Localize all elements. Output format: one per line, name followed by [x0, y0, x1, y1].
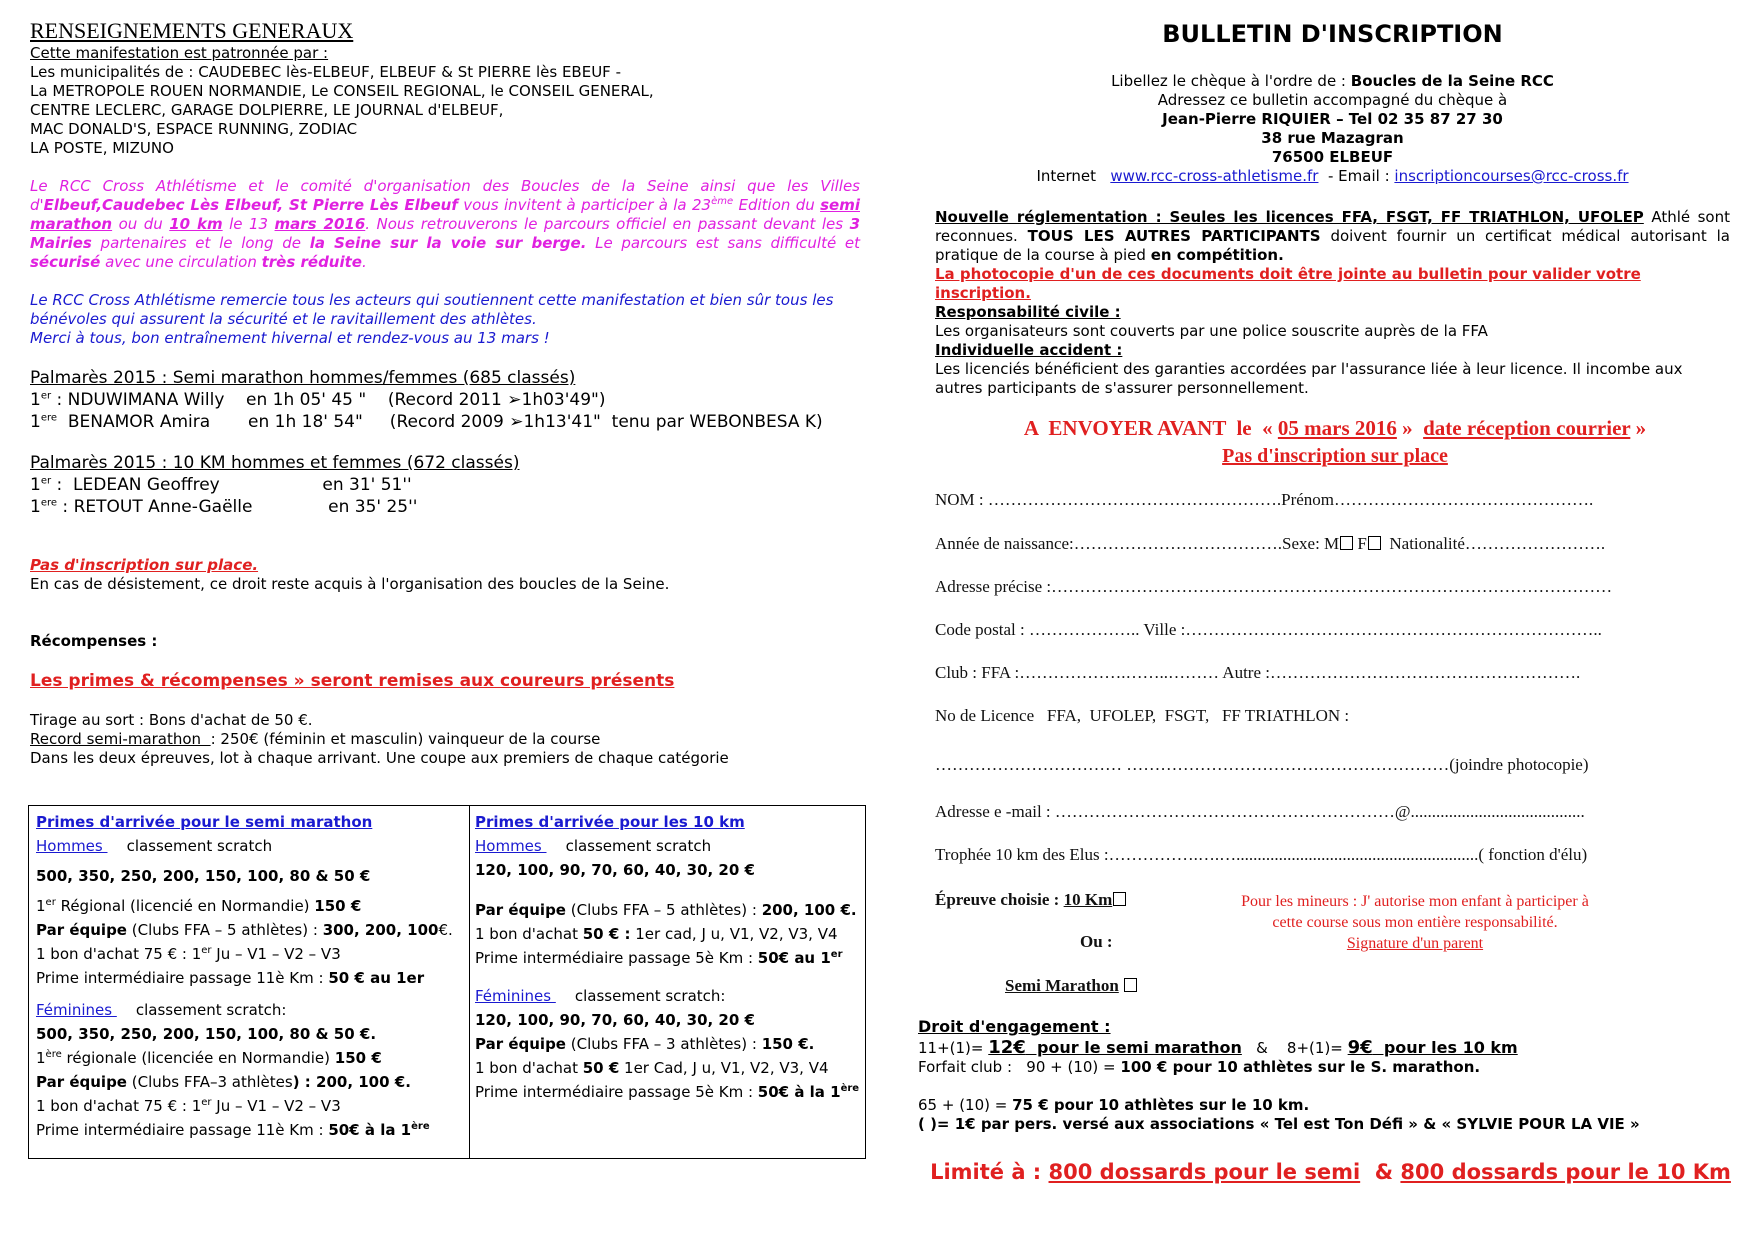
withdrawal-notice: En cas de désistement, ce droit reste acquis à l'organisation des boucles de la Seine.	[30, 575, 670, 593]
both-events-note: Dans les deux épreuves, lot à chaque arrivant. Une coupe aux premiers de chaque catégorie	[30, 749, 729, 767]
email-field[interactable]: Adresse e -mail : ……………………………………………………@.........................................	[935, 802, 1585, 821]
bib-limit: Limité à : 800 dossards pour le semi & 800 dossards pour le 10 Km	[930, 1160, 1731, 1184]
ten-women-voucher: 1 bon d'achat 50 € 1er Cad, J u, V1, V2, V3, V4	[475, 1059, 829, 1077]
or-label: Ou :	[1080, 932, 1113, 951]
ten-intermediate: Prime intermédiaire passage 5è Km : 50€ au 1er	[475, 949, 843, 967]
semi-men-prizes: 500, 350, 250, 200, 150, 100, 80 & 50 €	[36, 867, 371, 885]
semi-women-intermediate: Prime intermédiaire passage 11è Km : 50€ à la 1ère	[36, 1121, 430, 1139]
fees-line: 11+(1)= 12€ pour le semi marathon & 8+(1)= 9€ pour les 10 km	[918, 1037, 1518, 1058]
accident-text: Les licenciés bénéficient des garanties accordées par l'assurance liée à leur licence. Il incombe aux autres participants de s'assurer personnellement.	[935, 360, 1683, 397]
civil-liability-title: Responsabilité civile :	[935, 303, 1121, 321]
semi-women-prizes: 500, 350, 250, 200, 150, 100, 80 & 50 €.	[36, 1025, 377, 1043]
civil-liability-text: Les organisateurs sont couverts par une police souscrite auprès de la FFA	[935, 322, 1488, 340]
palmares-10km-title: Palmarès 2015 : 10 KM hommes et femmes (672 classés)	[30, 453, 520, 473]
prize-draw: Tirage au sort : Bons d'achat de 50 €.	[30, 711, 313, 729]
record-bonus: Record semi-marathon : 250€ (féminin et masculin) vainqueur de la course	[30, 730, 601, 748]
postal-city-field[interactable]: Code postal : ……………….. Ville :………………………………………………………………..	[935, 620, 1602, 639]
fees-section	[918, 1017, 1738, 1134]
event-choice: Épreuve choisie : 10 Km	[935, 890, 1126, 910]
website-link[interactable]: www.rcc-cross-athletisme.fr	[1110, 167, 1319, 185]
patron-line: Les municipalités de : CAUDEBEC lès-ELBEUF, ELBEUF & St PIERRE lès EBEUF -	[30, 63, 621, 81]
minors-authorization: Pour les mineurs : J' autorise mon enfant à participer à cette course sous mon entière responsabilité. Signature d'un parent	[1195, 891, 1635, 954]
thanks-line: Le RCC Cross Athlétisme remercie tous les acteurs qui soutiennent cette manifestation et bien sûr tous les	[30, 291, 834, 309]
semi-prizes-cell	[29, 806, 470, 1158]
ten-women-intermediate: Prime intermédiaire passage 5è Km : 50€ à la 1ère	[475, 1083, 860, 1101]
photocopy-notice: La photocopie d'un de ces documents doit être jointe au bulletin pour valider votre inscription.	[935, 265, 1641, 302]
palmares-semi-men: 1er : NDUWIMANA Willy en 1h 05' 45 " (Record 2011 ➢1h03'49")	[30, 390, 606, 410]
semi-women-team: Par équipe (Clubs FFA–3 athlètes) : 200, 100 €.	[36, 1073, 411, 1091]
email-link[interactable]: inscriptioncourses@rcc-cross.fr	[1394, 167, 1629, 185]
thanks-line: Merci à tous, bon entraînement hivernal et rendez-vous au 13 mars !	[30, 329, 550, 347]
invitation-paragraph: Le RCC Cross Athlétisme et le comité d'organisation des Boucles de la Seine ainsi que les Villes d'Elbeuf,Caudebec Lès Elbeuf, St Pierre Lès Elbeuf vous invitent à participer à la 23ème Edition du semi marathon ou du 10 km le 13 mars 2016. Nous retrouverons le parcours officiel en passant devant les 3 Mairies partenaires et le long de la Seine sur la voie sur berge. Le parcours est sans difficulté et sécurisé avec une circulation très réduite.	[30, 177, 860, 271]
sex-m-checkbox[interactable]	[1340, 536, 1353, 550]
rewards-notice: Les primes & récompenses » seront remises aux coureurs présents	[30, 671, 675, 691]
contact-street: 38 rue Mazagran	[1261, 129, 1404, 147]
contact-person: Jean-Pierre RIQUIER – Tel 02 35 87 27 30	[1162, 110, 1503, 128]
sex-f-checkbox[interactable]	[1368, 536, 1381, 550]
birth-sex-nationality-field[interactable]: Année de naissance:……………………………….Sexe: M F Nationalité…………………….	[935, 534, 1606, 553]
licence-number-field[interactable]: …………………………… …………………………………………………(joindre photocopie)	[935, 755, 1589, 774]
name-field[interactable]: NOM : …………………………………………….Prénom……………………………………….	[935, 490, 1594, 509]
general-info-column	[30, 18, 860, 768]
ten-women-team: Par équipe (Clubs FFA – 3 athlètes) : 150 €.	[475, 1035, 815, 1053]
palmares-semi-women: 1ere BENAMOR Amira en 1h 18' 54" (Record 2009 ➢1h13'41" tenu par WEBONBESA K)	[30, 412, 823, 432]
patron-line: LA POSTE, MIZUNO	[30, 139, 174, 157]
ten-team: Par équipe (Clubs FFA – 5 athlètes) : 200, 100 €.	[475, 901, 857, 919]
club-field[interactable]: Club : FFA :……………….……..……… Autre :……………………………………………….	[935, 663, 1581, 682]
event-semi-checkbox[interactable]	[1124, 978, 1137, 992]
semi-men-heading: Hommes classement scratch	[36, 837, 273, 855]
patron-line: CENTRE LECLERC, GARAGE DOLPIERRE, LE JOURNAL d'ELBEUF,	[30, 101, 504, 119]
ten-women-heading: Féminines classement scratch:	[475, 987, 726, 1005]
ten-voucher: 1 bon d'achat 50 € : 1er cad, J u, V1, V2, V3, V4	[475, 925, 838, 943]
event-10km-checkbox[interactable]	[1113, 892, 1126, 906]
prize-table	[28, 805, 866, 1159]
ten-km-package: 65 + (10) = 75 € pour 10 athlètes sur le 10 km.	[918, 1096, 1310, 1114]
no-onsite-registration: Pas d'inscription sur place.	[30, 556, 259, 574]
semi-women-voucher: 1 bon d'achat 75 € : 1er Ju – V1 – V2 – V3	[36, 1097, 341, 1115]
ten-men-heading: Hommes classement scratch	[475, 837, 712, 855]
contact-city: 76500 ELBEUF	[1271, 148, 1394, 166]
semi-women-heading: Féminines classement scratch:	[36, 1001, 287, 1019]
parent-signature[interactable]: Signature d'un parent	[1346, 935, 1484, 952]
palmares-10km-men: 1er : LEDEAN Geoffrey en 31' 51''	[30, 475, 412, 495]
ten-km-prizes-title: Primes d'arrivée pour les 10 km	[475, 813, 745, 831]
semi-regional: 1er Régional (licencié en Normandie) 150 €	[36, 897, 362, 915]
web-contacts: Internet www.rcc-cross-athletisme.fr - Email : inscriptioncourses@rcc-cross.fr	[1036, 167, 1629, 185]
semi-marathon-choice: Semi Marathon	[1005, 976, 1137, 996]
semi-women-regional: 1ère régionale (licenciée en Normandie) 150 €	[36, 1049, 382, 1067]
registration-form-column	[935, 18, 1730, 398]
fees-title: Droit d'engagement :	[918, 1017, 1111, 1036]
cheque-payee: Libellez le chèque à l'ordre de : Boucles de la Seine RCC	[1111, 72, 1554, 90]
patron-line: MAC DONALD'S, ESPACE RUNNING, ZODIAC	[30, 120, 358, 138]
address-field[interactable]: Adresse précise :………………………………………………………………………………………	[935, 577, 1613, 596]
semi-prizes-title: Primes d'arrivée pour le semi marathon	[36, 813, 373, 831]
general-info-title: RENSEIGNEMENTS GENERAUX	[30, 18, 354, 43]
regulation-paragraph: Nouvelle réglementation : Seules les licences FFA, FSGT, FF TRIATHLON, UFOLEP Athlé sont reconnues. TOUS LES AUTRES PARTICIPANTS doivent fournir un certificat médical autorisant la pratique de la course à pied en compétition.	[935, 208, 1731, 264]
send-instruction: Adressez ce bulletin accompagné du chèque à	[1157, 91, 1508, 109]
form-title: BULLETIN D'INSCRIPTION	[1162, 20, 1503, 48]
club-package: Forfait club : 90 + (10) = 100 € pour 10 athlètes sur le S. marathon.	[918, 1058, 1481, 1076]
trophy-field[interactable]: Trophée 10 km des Elus :…………….….….........................................................( fonction d'élu)	[935, 845, 1588, 864]
semi-intermediate: Prime intermédiaire passage 11è Km : 50 € au 1er	[36, 969, 425, 987]
thanks-line: bénévoles qui assurent la sécurité et le ravitaillement des athlètes.	[30, 310, 537, 328]
palmares-semi-title: Palmarès 2015 : Semi marathon hommes/femmes (685 classés)	[30, 368, 576, 388]
rewards-title: Récompenses :	[30, 632, 158, 650]
no-onsite-registration-right: Pas d'inscription sur place	[1222, 445, 1448, 467]
association-note: ( )= 1€ par pers. versé aux associations « Tel est Ton Défi » & « SYLVIE POUR LA VIE »	[918, 1115, 1640, 1133]
semi-team: Par équipe (Clubs FFA – 5 athlètes) : 300, 200, 100€.	[36, 921, 453, 939]
accident-title: Individuelle accident :	[935, 341, 1123, 359]
licence-label: No de Licence FFA, UFOLEP, FSGT, FF TRIATHLON :	[935, 706, 1350, 725]
ten-km-prizes-cell	[468, 806, 872, 1158]
ten-women-prizes: 120, 100, 90, 70, 60, 40, 30, 20 €	[475, 1011, 755, 1029]
palmares-10km-women: 1ere : RETOUT Anne-Gaëlle en 35' 25''	[30, 497, 418, 517]
patron-line: La METROPOLE ROUEN NORMANDIE, Le CONSEIL REGIONAL, le CONSEIL GENERAL,	[30, 82, 654, 100]
semi-voucher: 1 bon d'achat 75 € : 1er Ju – V1 – V2 – V3	[36, 945, 341, 963]
ten-men-prizes: 120, 100, 90, 70, 60, 40, 30, 20 €	[475, 861, 755, 879]
send-before-deadline: A ENVOYER AVANT le « 05 mars 2016 » date réception courrier »	[1023, 416, 1647, 440]
patron-intro: Cette manifestation est patronnée par :	[30, 44, 329, 62]
